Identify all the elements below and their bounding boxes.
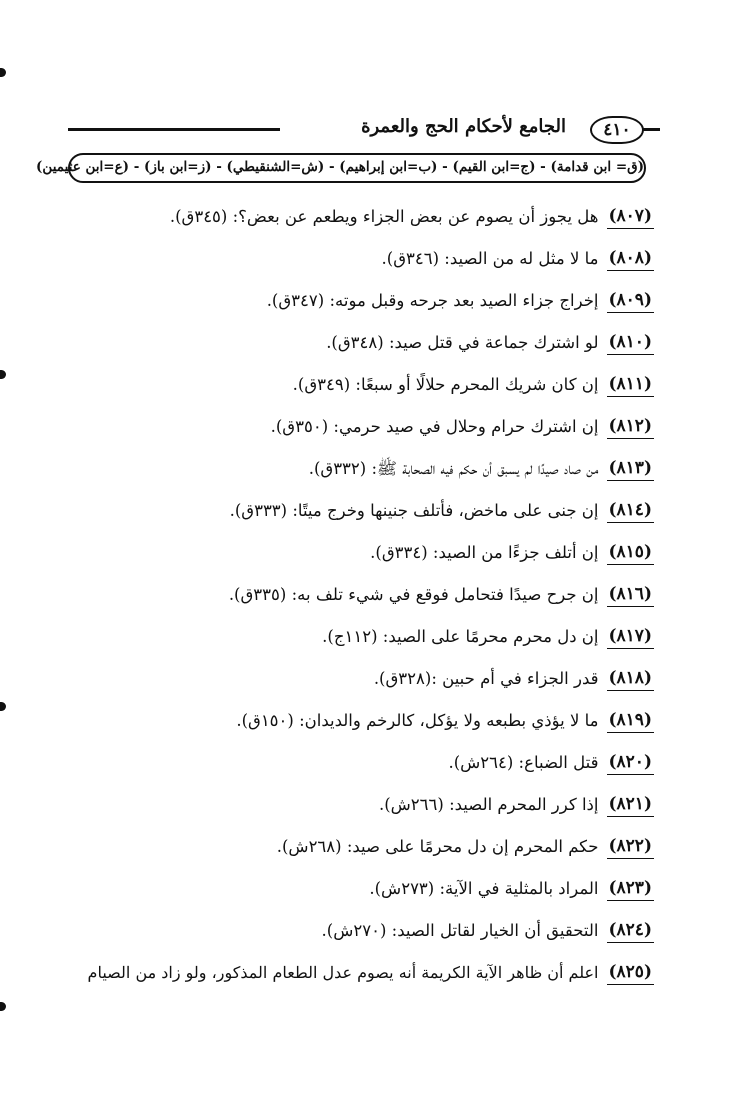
index-entry [54, 826, 654, 868]
entry-text: التحقيق أن الخيار لقاتل الصيد: (٢٧٠ش). [321, 921, 599, 940]
entry-number: (٨١٤) [607, 499, 655, 523]
entry-number: (٨١٢) [607, 415, 655, 439]
entry-number: (٨١٦) [607, 583, 655, 607]
entry-text: إن اشترك حرام وحلال في صيد حرمي: (٣٥٠ق). [270, 417, 599, 436]
entry-number: (٨٢٢) [607, 835, 655, 859]
entry-number: (٨٢٤) [607, 919, 655, 943]
entry-number: (٨٠٩) [607, 289, 655, 313]
entry-text: إن دل محرم محرمًا على الصيد: (١١٢ج). [322, 627, 599, 646]
entry-text: إن كان شريك المحرم حلالًا أو سبعًا: (٣٤٩ق). [292, 375, 599, 394]
entry-number: (٨١٨) [607, 667, 655, 691]
entry-number: (٨١٥) [607, 541, 655, 565]
header-rule [68, 128, 280, 131]
index-entry [54, 700, 654, 742]
entry-number: (٨١٧) [607, 625, 655, 649]
page-header [60, 110, 660, 146]
entry-text: إن أتلف جزءًا من الصيد: (٣٣٤ق). [370, 543, 599, 562]
entry-text: اعلم أن ظاهر الآية الكريمة أنه يصوم عدل الطعام المذكور، ولو زاد من الصيام [87, 963, 599, 982]
entry-number: (٨٠٨) [607, 247, 655, 271]
entry-number: (٨٢١) [607, 793, 655, 817]
index-entry [54, 910, 654, 952]
index-entry [54, 490, 654, 532]
index-entry [54, 658, 654, 700]
entry-number: (٨١١) [607, 373, 655, 397]
entry-number: (٨٢٠) [607, 751, 655, 775]
index-entry [54, 742, 654, 784]
entry-text: إخراج جزاء الصيد بعد جرحه وقبل موته: (٣٤٧ق). [266, 291, 599, 310]
page-number: ٤١٠ [590, 116, 644, 144]
entry-number: (٨١٩) [607, 709, 655, 733]
entry-text: حكم المحرم إن دل محرمًا على صيد: (٢٦٨ش). [276, 837, 599, 856]
entry-text: ما لا مثل له من الصيد: (٣٤٦ق). [381, 249, 599, 268]
index-entry [54, 784, 654, 826]
entry-text: قدر الجزاء في أم حبين :(٣٢٨ق). [373, 669, 599, 688]
entry-text: إن جرح صيدًا فتحامل فوقع في شيء تلف به: (٣٣٥ق). [228, 585, 599, 604]
index-entry [54, 238, 654, 280]
index-entry [54, 280, 654, 322]
entry-number: (٨٢٣) [607, 877, 655, 901]
header-rule [642, 128, 660, 131]
entry-number: (٨٢٥) [607, 961, 655, 985]
entry-text: إن جنى على ماخض، فأتلف جنينها وخرج ميتًا: (٣٣٣ق). [229, 501, 599, 520]
index-entry [54, 196, 654, 238]
entry-text: المراد بالمثلية في الآية: (٢٧٣ش). [369, 879, 599, 898]
margin-dot [0, 68, 6, 77]
index-entry [54, 532, 654, 574]
abbreviations-legend: (ق= ابن قدامة) - (ج=ابن القيم) - (ب=ابن إبراهيم) - (ش=الشنقيطي) - (ز=ابن باز) - (ع=ابن عثيمين) [68, 153, 646, 183]
index-entry [54, 952, 654, 994]
index-entry [54, 448, 654, 490]
entry-text: ما لا يؤذي بطبعه ولا يؤكل، كالرخم والديدان: (١٥٠ق). [236, 711, 599, 730]
index-entries [54, 196, 654, 994]
index-entry [54, 364, 654, 406]
entry-text: لو اشترك جماعة في قتل صيد: (٣٤٨ق). [326, 333, 599, 352]
entry-text: إذا كرر المحرم الصيد: (٢٦٦ش). [378, 795, 599, 814]
margin-dot [0, 702, 6, 711]
entry-number: (٨٠٧) [607, 205, 655, 229]
index-entry [54, 574, 654, 616]
index-entry [54, 868, 654, 910]
index-entry [54, 616, 654, 658]
entry-text: هل يجوز أن يصوم عن بعض الجزاء ويطعم عن بعض؟: (٣٤٥ق). [169, 207, 599, 226]
margin-dot [0, 1002, 6, 1011]
entry-number: (٨١٠) [607, 331, 655, 355]
entry-text: قتل الضباع: (٢٦٤ش). [448, 753, 599, 772]
index-entry [54, 406, 654, 448]
entry-number: (٨١٣) [607, 457, 655, 481]
margin-dot [0, 370, 6, 379]
index-entry [54, 322, 654, 364]
entry-text: من صاد صيدًا لم يسبق أن حكم فيه الصحابة ﷺ: (٣٣٢ق). [308, 459, 599, 478]
book-title: الجامع لأحكام الحج والعمرة [361, 116, 566, 137]
